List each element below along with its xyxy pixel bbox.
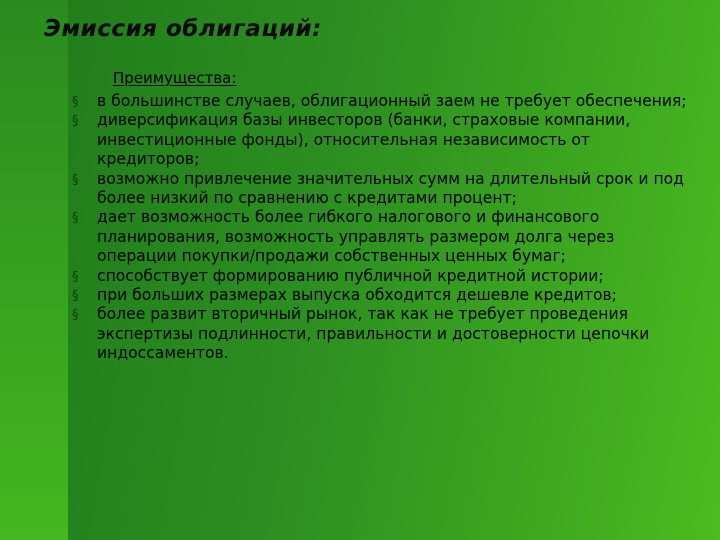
list-item: [72, 267, 697, 286]
bullet-icon: §: [72, 308, 79, 324]
list-item-text: возможно привлечение значительных сумм на длительный срок и под более низкий по сравнению с кредитами процент;: [97, 169, 684, 208]
list-item: [72, 170, 697, 209]
bullet-icon: §: [72, 114, 79, 130]
bullet-icon: §: [72, 289, 79, 305]
bullet-icon: §: [72, 269, 79, 285]
left-accent-stripe: [0, 0, 68, 540]
list-item-text: диверсификация базы инвесторов (банки, страховые компании, инвестиционные фонды), относительная независимость от кредиторов;: [97, 111, 631, 169]
advantages-list: [72, 92, 697, 364]
slide-title: Эмиссия облигаций:: [44, 16, 322, 42]
list-item: [72, 92, 697, 111]
list-item: [72, 305, 697, 363]
bullet-icon: §: [72, 211, 79, 227]
list-item-text: при больших размерах выпуска обходится дешевле кредитов;: [97, 286, 617, 305]
advantages-subheading: Преимущества:: [113, 69, 237, 87]
list-item: [72, 286, 697, 305]
bullet-icon: §: [72, 172, 79, 188]
list-item-text: дает возможность более гибкого налогового и финансового планирования, возможность управлять размером долга через операции покупки/продажи собственных ценных бумаг;: [97, 208, 615, 266]
list-item: [72, 111, 697, 169]
list-item-text: способствует формированию публичной кредитной истории;: [97, 266, 604, 285]
list-item-text: в большинстве случаев, облигационный заем не требует обеспечения;: [97, 92, 687, 110]
list-item: [72, 208, 697, 266]
bullet-icon: §: [72, 95, 79, 110]
list-item-text: более развит вторичный рынок, так как не требует проведения экспертизы подлинности, правильности и достоверности цепочки индоссаментов.: [97, 305, 650, 363]
